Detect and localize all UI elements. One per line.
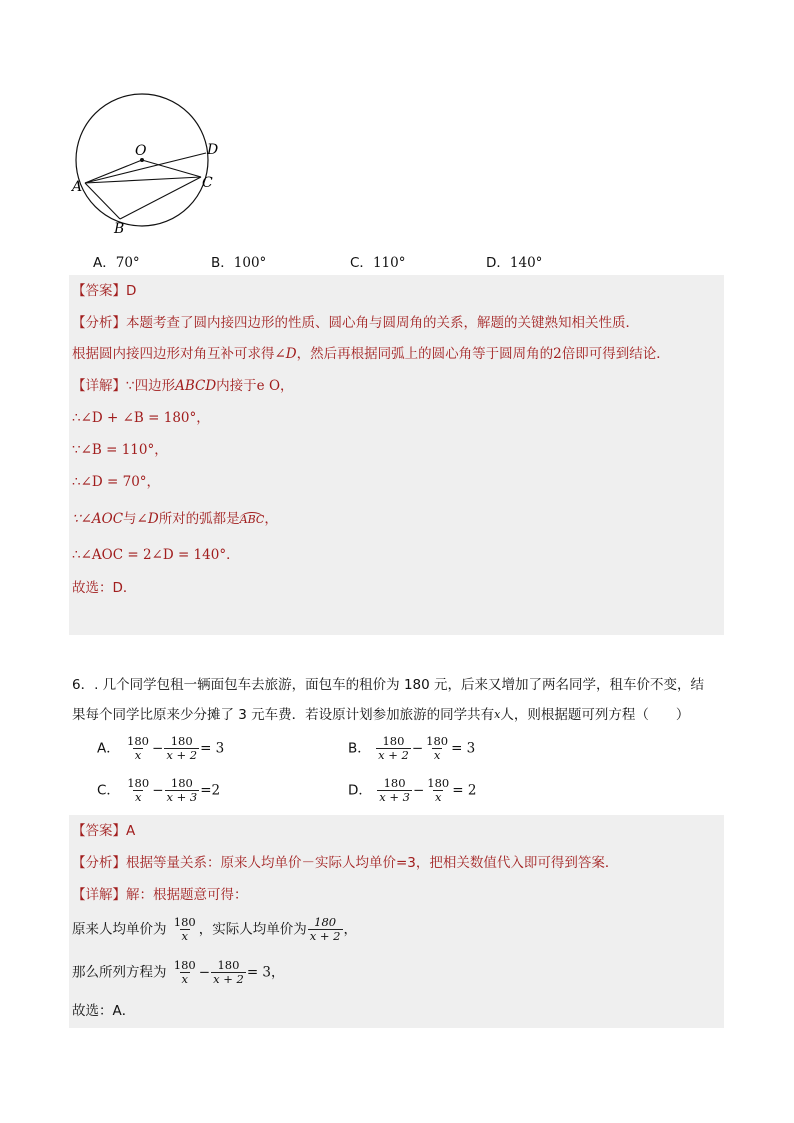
q6-select: 故选：A．: [72, 1003, 136, 1019]
label-o: O: [135, 143, 147, 159]
q5-select: 故选：D．: [72, 580, 137, 596]
label-d: D: [207, 142, 219, 158]
q5-detail-4: ∴∠D = 70°，: [72, 474, 161, 490]
fraction: $\frac{180}{x}$: [426, 734, 449, 762]
fraction: $\frac{180}{x + 2}$: [378, 734, 409, 762]
fraction: $\frac{180}{x}$: [173, 958, 196, 986]
fraction: $\frac{180}{x}$: [173, 915, 196, 943]
label-b: B: [114, 221, 125, 237]
q5-analysis: 【分析】本题考查了圆内接四边形的性质、圆心角与圆周角的关系，解题的关键熟知相关性质．: [72, 315, 639, 331]
q5-detail-2: ∴∠D + ∠B = 180°，: [72, 410, 210, 426]
fraction: $\frac{180}{x}$: [427, 776, 450, 804]
circle-figure: [60, 70, 240, 245]
fraction: $\frac{180}{x + 2}$: [309, 915, 341, 943]
q6-answer: 【答案】A: [72, 823, 136, 839]
segment-a-c: [85, 177, 201, 183]
q6-option-d: D． $\frac{180}{x + 3}$ − $\frac{180}{x}$ = 2: [348, 776, 477, 804]
q5-detail-5: ∵∠AOC与∠D所对的弧都是ABC，: [72, 511, 278, 527]
option-a: A．70°: [93, 255, 140, 271]
option-b: B．100°: [211, 255, 267, 271]
fraction: $\frac{180}{x + 3}$: [166, 776, 198, 804]
label-c: C: [202, 175, 213, 191]
fraction: $\frac{180}{x + 2}$: [213, 958, 244, 986]
option-d: D．140°: [486, 255, 543, 271]
q6-analysis: 【分析】根据等量关系：原来人均单价－实际人均单价=3，把相关数值代入即可得到答案．: [72, 855, 619, 871]
option-c: C．110°: [350, 255, 406, 271]
fraction: $\frac{180}{x}$: [127, 734, 149, 762]
q6-option-b: B． $\frac{180}{x + 2}$ − $\frac{180}{x}$ = 3: [348, 734, 476, 762]
q5-detail-1: 【详解】∵四边形ABCD内接于e O，: [72, 378, 294, 394]
q5-detail-6: ∴∠AOC = 2∠D = 140°．: [72, 547, 240, 563]
q5-answer: 【答案】D: [72, 283, 137, 299]
q6-unit-price-line: 原来人均单价为 $\frac{180}{x}$ ，实际人均单价为 $\frac{180}{x + 2}$ ，: [72, 915, 357, 943]
fraction: $\frac{180}{x}$: [127, 776, 150, 804]
q6-stem-line1: 6．. 几个同学包租一辆面包车去旅游，面包车的租价为 180 元，后来又增加了两名同学，租车价不变，结: [72, 677, 705, 693]
q5-detail-3: ∵∠B = 110°，: [72, 442, 168, 458]
q6-option-c: C． $\frac{180}{x}$ − $\frac{180}{x + 3}$ =2: [97, 776, 221, 804]
label-a: A: [72, 179, 83, 195]
fraction: $\frac{180}{x + 3}$: [379, 776, 410, 804]
q6-detail: 【详解】解：根据题意可得：: [72, 887, 248, 903]
q6-stem-line2: 果每个同学比原来少分摊了 3 元车费．若设原计划参加旅游的同学共有$^x$人，则根据题可列方程（ ）: [72, 707, 690, 723]
segment-b-c: [120, 177, 201, 219]
q6-option-a: A． $\frac{180}{x}$ − $\frac{180}{x + 2}$ = 3: [97, 734, 225, 762]
q6-equation-line: 那么所列方程为 $\frac{180}{x}$ − $\frac{180}{x + 2}$ = 3，: [72, 958, 285, 986]
fraction: $\frac{180}{x + 2}$: [166, 734, 198, 762]
segment-o-c: [142, 160, 201, 177]
q5-analysis-line2: 根据圆内接四边形对角互补可求得∠D，然后再根据同弧上的圆心角等于圆周角的2倍即可得到结论．: [72, 346, 670, 362]
